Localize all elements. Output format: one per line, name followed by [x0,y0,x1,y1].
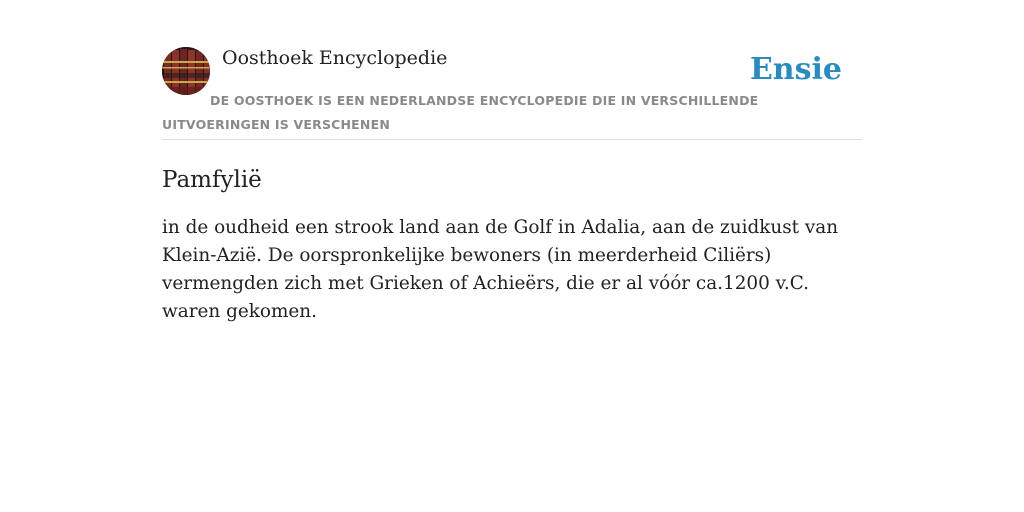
site-header [162,46,862,140]
encyclopedia-books-icon[interactable] [162,47,210,95]
article-title: Pamfylië [162,167,262,193]
site-tagline: DE OOSTHOEK IS EEN NEDERLANDSE ENCYCLOPEDIE DIE IN VERSCHILLENDE UITVOERINGEN IS VERSCHENEN [162,93,759,132]
page-container [162,46,862,326]
article-body: in de oudheid een strook land aan de Golf in Adalia, aan de zuidkust van Klein-Azië. De oorspronkelijke bewoners (in meerderheid Ciliërs) vermengden zich met Grieken of Achieërs, die er al vóór ca.1200 v.C. waren gekomen. [162,217,839,322]
site-title[interactable]: Oosthoek Encyclopedie [222,47,448,69]
brand-logo[interactable]: Ensie [749,52,842,87]
